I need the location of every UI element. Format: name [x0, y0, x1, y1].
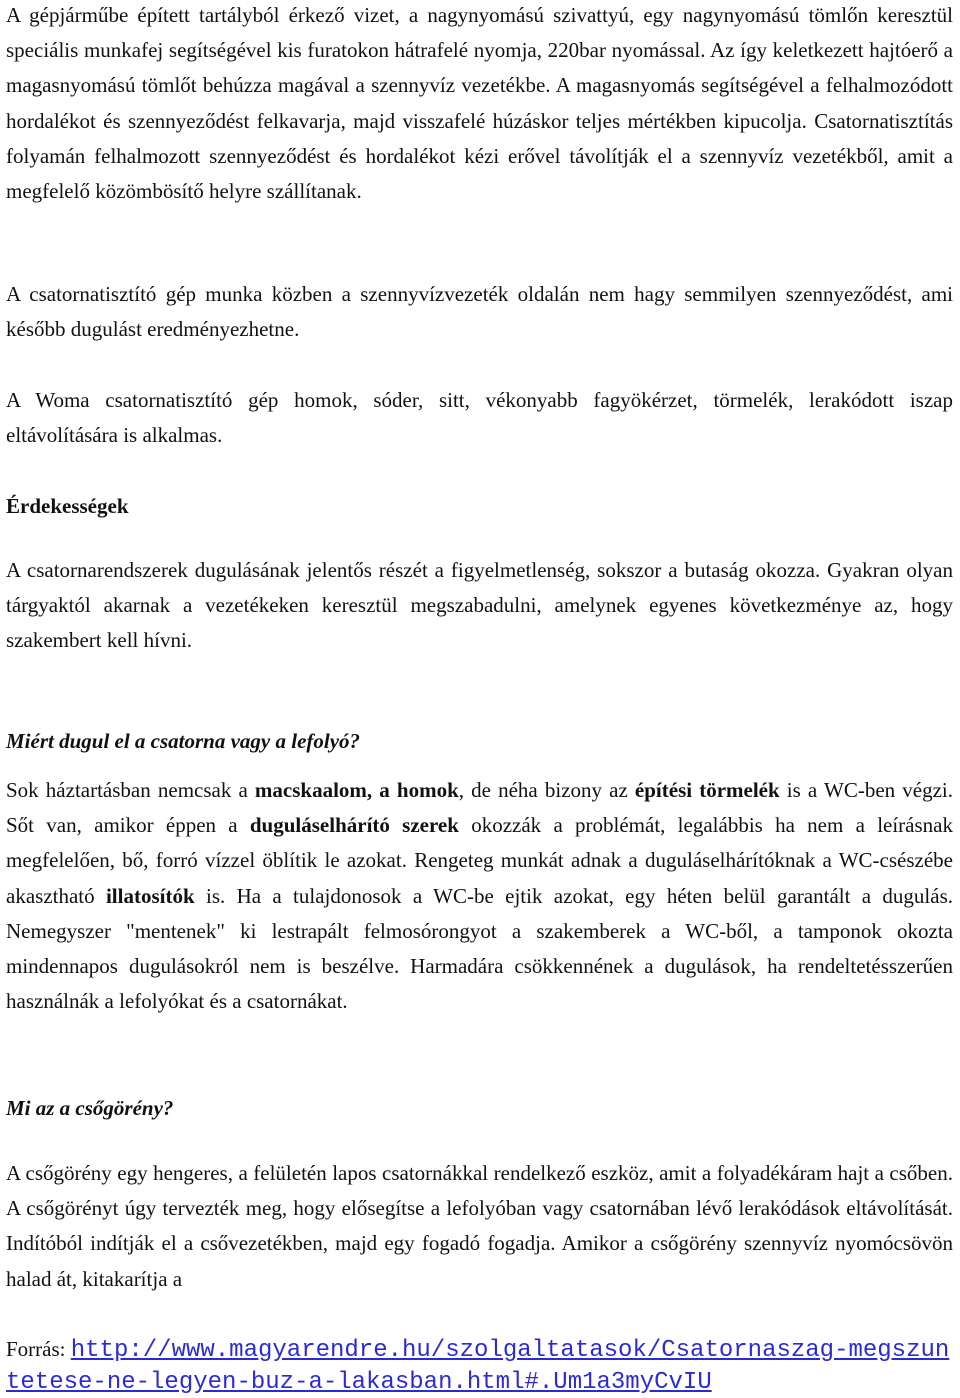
- source-link[interactable]: http://www.magyarendre.hu/szolgaltatasok/Csatornaszag-megszuntetese-ne-legyen-buz-a-lakasban.html#.Um1a3myCvIU: [6, 1337, 950, 1396]
- heading-why-clogs: Miért dugul el a csatorna vagy a lefolyó?: [6, 729, 361, 753]
- heading-pipe-pig: Mi az a csőgörény?: [6, 1096, 174, 1120]
- bold-construction-debris: építési törmelék: [634, 778, 780, 802]
- text-run: , de néha bizony az: [458, 778, 635, 802]
- paragraph-household-clogs: [6, 773, 953, 1019]
- paragraph-clog-causes: A csatornarendszerek dugulásának jelentős részét a figyelmetlenség, sokszor a butaság okozza. Gyakran olyan tárgyaktól akarnak a vezetékeken keresztül megszabadulni, amelynek egyenes következménye az, hogy szakembert kell hívni.: [6, 558, 953, 653]
- text-run: is. Ha a tulajdonosok a WC-be ejtik azokat, egy héten belül garantált a dugulás. Nemegyszer "mentenek" ki lestrapált felmosórongyot a szakemberek a WC-ből, a tamponok okozta mindennapos dugulásokról nem is beszélve. Harmadára csökkennének a dugulások, ha rendeltetésszerűen használnák a lefolyókat és a csatornákat.: [6, 883, 953, 1014]
- paragraph-pipe-pig: A csőgörény egy hengeres, a felületén lapos csatornákkal rendelkező eszköz, amit a folyadékáram hajt a csőben. A csőgörényt úgy tervezték meg, hogy elősegítse a lefolyóban vagy csatornában lévő lerakódások eltávolítását. Indítóból indítják el a csővezetékben, majd egy fogadó fogadja. Amikor a csőgörény szennyvíz nyomócsövön halad át, kitakarítja a: [6, 1161, 953, 1291]
- bold-cat-litter-sand: macskaalom, a homok: [254, 778, 459, 802]
- source-label: Forrás:: [6, 1337, 71, 1361]
- text-run: Sok háztartásban nemcsak a: [6, 778, 255, 802]
- paragraph-woma-machine: A Woma csatornatisztító gép homok, sóder, sitt, vékonyabb fagyökérzet, törmelék, lerakódott iszap eltávolítására is alkalmas.: [6, 388, 953, 448]
- bold-drain-cleaners: duguláselhárító szerek: [249, 813, 459, 838]
- bold-fresheners: illatosítók: [105, 883, 195, 908]
- text-run: is a WC-ben végzi. Sőt van, amikor éppen a: [6, 778, 953, 838]
- source-line: [6, 1334, 953, 1398]
- paragraph-cleaning-process: A gépjárműbe épített tartályból érkező vizet, a nagynyomású szivattyú, egy nagynyomású tömlőn keresztül speciális munkafej segítségével kis furatokon hátrafelé nyomja, 220bar nyomással. Az így keletkezett hajtóerő a magasnyomású tömlőt behúzza magával a szennyvíz vezetékbe. A magasnyomás segítségével a felhalmozódott hordalékot és szennyeződést felkavarja, majd visszafelé húzáskor teljes mértékben kipucolja. Csatornatisztítás folyamán felhalmozott szennyeződést és hordalékot kézi erővel távolítják el a szennyvíz vezetékből, amit a megfelelő közömbösítő helyre szállítanak.: [6, 3, 953, 204]
- paragraph-no-residue: A csatornatisztító gép munka közben a szennyvízvezeték oldalán nem hagy semmilyen szennyeződést, ami később dugulást eredményezhetne.: [6, 282, 953, 342]
- heading-erdekessegek: Érdekességek: [6, 494, 129, 518]
- text-run: okozzák a problémát, legalábbis ha nem a leírásnak megfelelően, bő, forró vízzel öblítik le azokat. Rengeteg munkát adnak a duguláselhárítóknak a WC-csészébe akasztható: [6, 813, 953, 908]
